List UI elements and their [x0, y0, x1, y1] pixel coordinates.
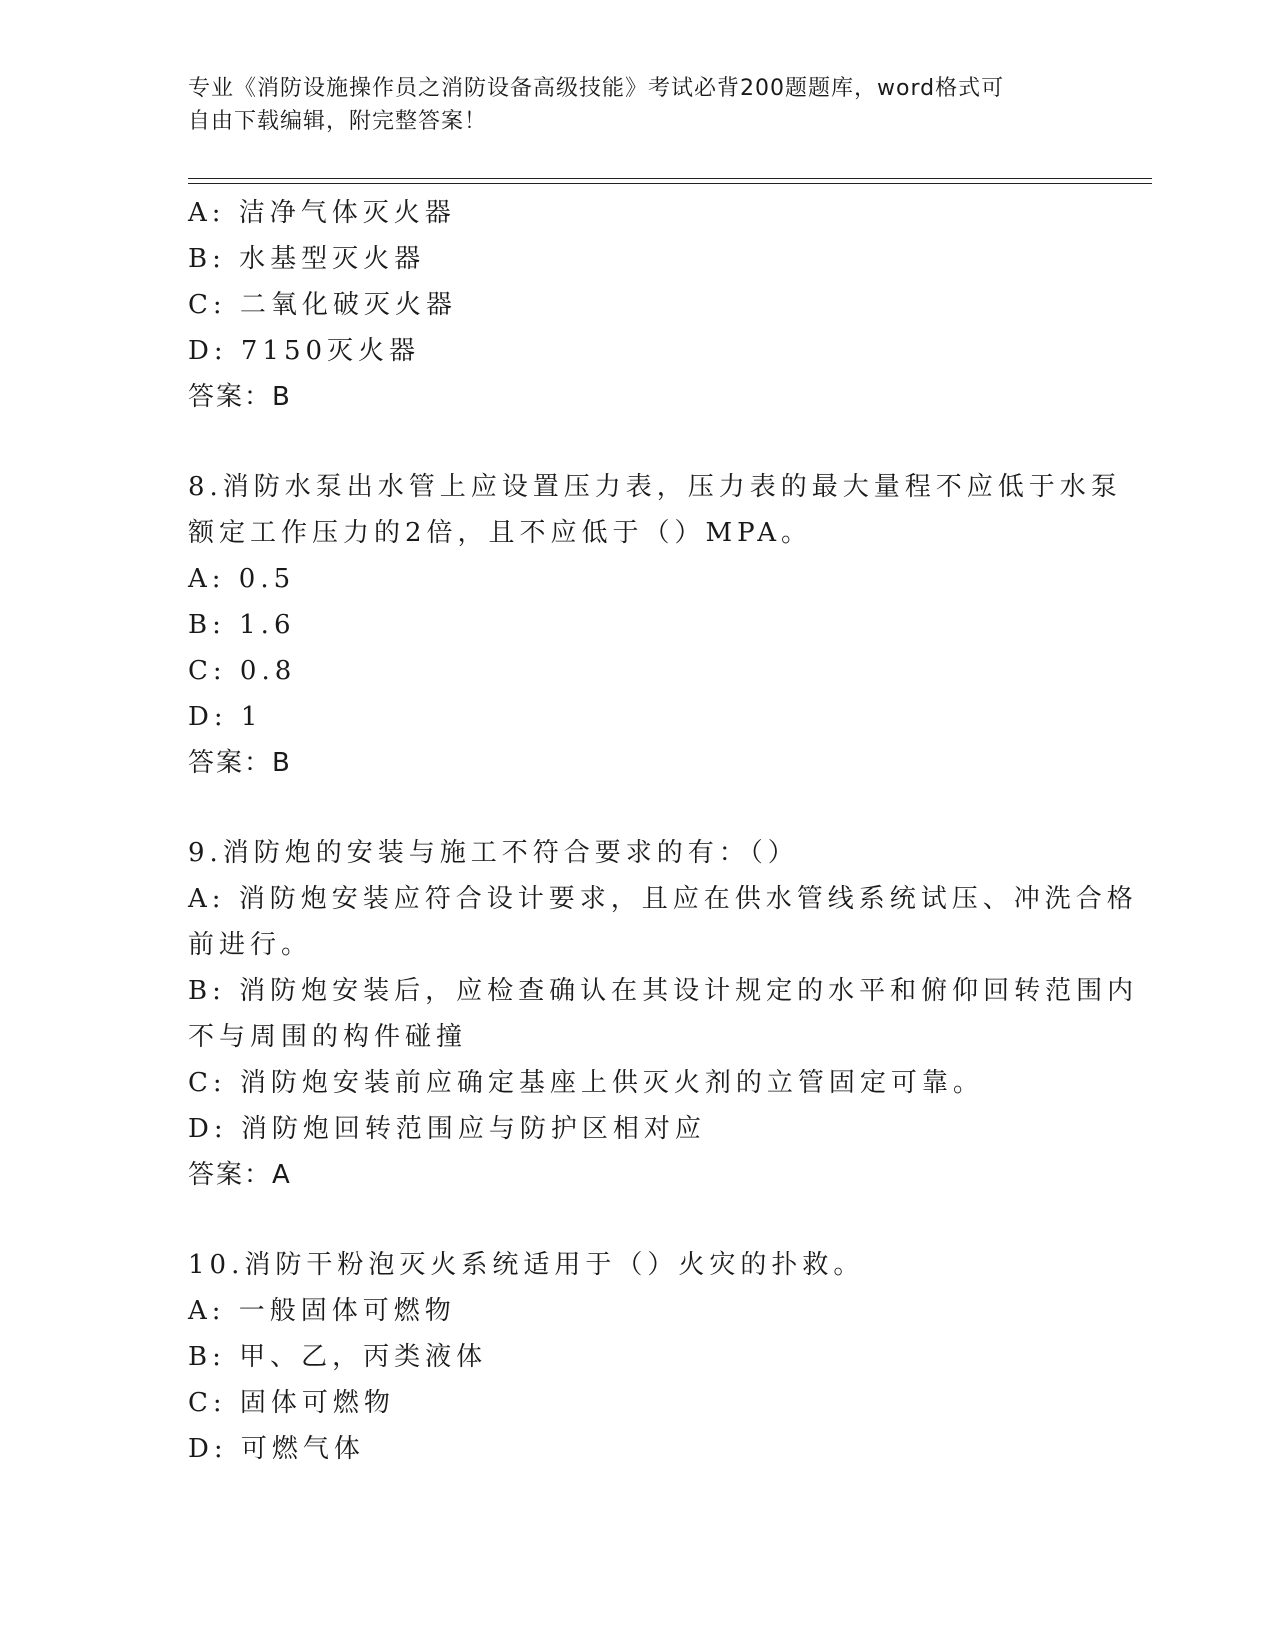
q7-option-c: C: 二氧化破灭火器	[188, 290, 457, 320]
q7-option-d: D: 7150灭火器	[188, 336, 421, 366]
q9-stem: 9.消防炮的安装与施工不符合要求的有：（）	[188, 838, 799, 868]
q8-option-b: B: 1.6	[188, 610, 296, 640]
q8-option-d: D: 1	[188, 702, 263, 732]
spacer	[188, 786, 1088, 830]
q7-option-a: A: 洁净气体灭火器	[188, 198, 456, 228]
q10-option-d: D: 可燃气体	[188, 1434, 365, 1464]
q9-option-c: C: 消防炮安装前应确定基座上供灭火剂的立管固定可靠。	[188, 1068, 984, 1098]
q7-answer: 答案：B	[188, 382, 292, 412]
q8-option-a: A: 0.5	[188, 564, 296, 594]
q8-stem-line-2: 额定工作压力的2倍，且不应低于（）MPA。	[188, 518, 813, 548]
document-header	[188, 72, 1088, 138]
spacer	[188, 420, 1088, 464]
question-10	[188, 1242, 1088, 1472]
q9-option-b-line-2: 不与周围的构件碰撞	[188, 1022, 468, 1052]
q10-option-c: C: 固体可燃物	[188, 1388, 395, 1418]
header-rule-bottom	[188, 183, 1152, 184]
header-rule-top	[188, 178, 1152, 179]
question-8	[188, 464, 1122, 786]
question-list	[188, 190, 1139, 1472]
spacer	[188, 1198, 1088, 1242]
q10-option-a: A: 一般固体可燃物	[188, 1296, 456, 1326]
header-line-1: 专业《消防设施操作员之消防设备高级技能》考试必背200题题库，word格式可	[188, 76, 1005, 101]
question-9	[188, 830, 1139, 1198]
header-line-2: 自由下载编辑，附完整答案！	[188, 109, 488, 134]
q8-answer: 答案：B	[188, 748, 292, 778]
q10-option-b: B: 甲、乙，丙类液体	[188, 1342, 488, 1372]
q7-option-b: B: 水基型灭火器	[188, 244, 426, 274]
q8-stem-line-1: 8.消防水泵出水管上应设置压力表，压力表的最大量程不应低于水泵	[188, 472, 1122, 502]
q9-option-a-line-1: A: 消防炮安装应符合设计要求，且应在供水管线系统试压、冲洗合格	[188, 884, 1138, 914]
q10-stem: 10.消防干粉泡灭火系统适用于（）火灾的扑救。	[188, 1250, 865, 1280]
q9-option-b-line-1: B: 消防炮安装后，应检查确认在其设计规定的水平和俯仰回转范围内	[188, 976, 1139, 1006]
q8-option-c: C: 0.8	[188, 656, 297, 686]
q9-option-d: D: 消防炮回转范围应与防护区相对应	[188, 1114, 706, 1144]
q9-option-a-line-2: 前进行。	[188, 930, 313, 960]
question-7	[188, 190, 1088, 420]
q9-answer: 答案：A	[188, 1160, 292, 1190]
